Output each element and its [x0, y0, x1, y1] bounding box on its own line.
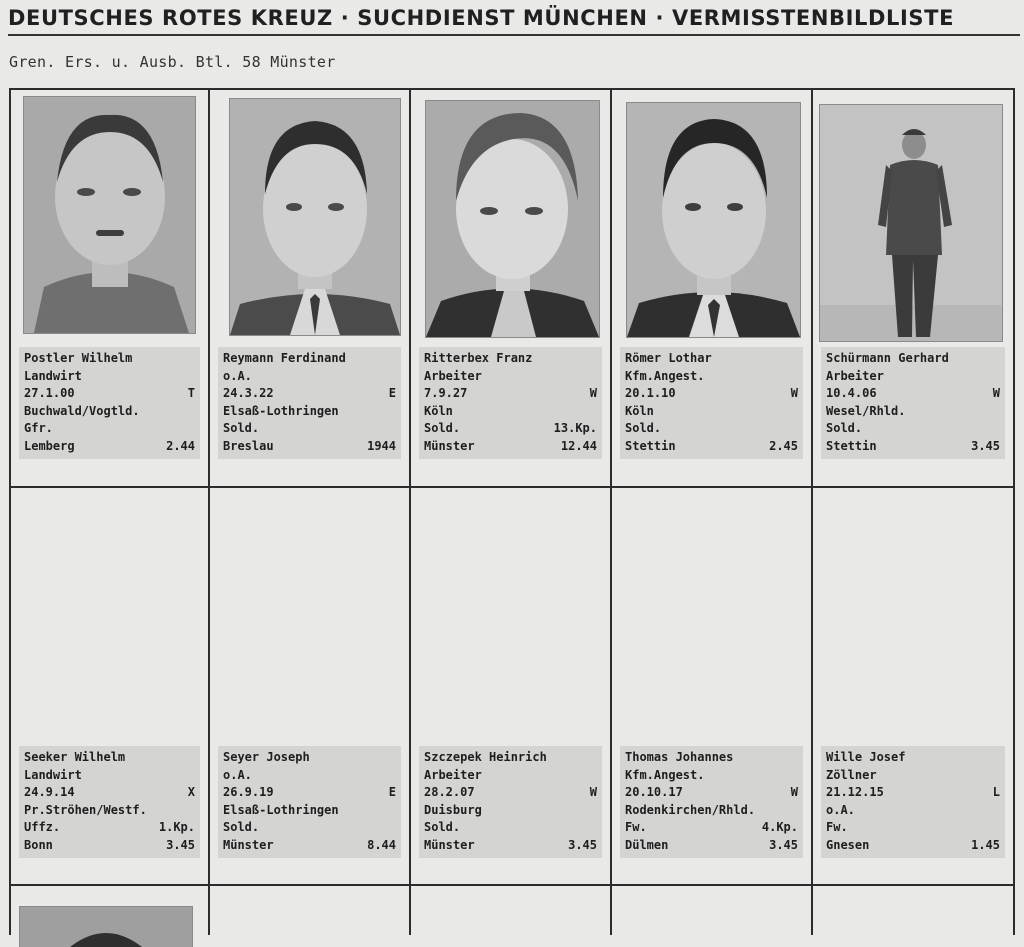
birth-date: 21.12.15: [826, 785, 884, 800]
person-occupation: Arbeiter: [424, 368, 482, 383]
person-occupation: Landwirt: [24, 368, 82, 383]
person-name: Szczepek Heinrich: [424, 750, 547, 764]
last-place: Münster: [424, 438, 475, 453]
person-occupation: o.A.: [223, 767, 252, 782]
person-occupation: Kfm.Angest.: [625, 767, 705, 782]
birthplace: Köln: [424, 403, 453, 418]
birthplace: Rodenkirchen/Rhld.: [625, 802, 756, 817]
person-occupation: Arbeiter: [826, 368, 884, 383]
birth-date: 24.3.22: [223, 386, 274, 401]
military-rank: Sold.: [625, 421, 662, 436]
unit-info: 13.Kp.: [553, 421, 597, 436]
person-record: [19, 746, 200, 858]
person-entry: [210, 488, 409, 884]
birthplace: o.A.: [826, 802, 855, 817]
portrait-photo: [626, 102, 801, 338]
person-occupation: o.A.: [223, 368, 252, 383]
person-entry: [813, 90, 1013, 486]
last-place: Stettin: [826, 438, 877, 453]
person-occupation: Arbeiter: [424, 767, 482, 782]
last-place: Lemberg: [24, 438, 75, 453]
birth-date: 28.2.07: [424, 785, 475, 800]
birth-date: 27.1.00: [24, 386, 75, 401]
last-date: 2.44: [166, 438, 195, 453]
person-entry: [813, 488, 1013, 884]
person-entry: [612, 90, 811, 486]
list-title: DEUTSCHES ROTES KREUZ · SUCHDIENST MÜNCHEN · VERMISSTENBILDLISTE: [8, 6, 1020, 36]
military-rank: Sold.: [826, 421, 863, 436]
birthplace: Elsaß-Lothringen: [223, 403, 339, 418]
military-rank: Uffz.: [24, 820, 61, 835]
last-place: Dülmen: [625, 837, 669, 852]
grid-line: [1013, 88, 1015, 935]
portrait-photo-icon: [820, 105, 1002, 341]
last-date: 1944: [367, 438, 396, 453]
last-date: 3.45: [166, 837, 195, 852]
military-rank: Fw.: [625, 820, 647, 835]
person-name: Reymann Ferdinand: [223, 351, 346, 365]
person-occupation: Landwirt: [24, 767, 82, 782]
person-entry: [210, 90, 409, 486]
last-date: 3.45: [769, 837, 798, 852]
denomination-code: W: [589, 386, 597, 401]
military-rank: Sold.: [223, 820, 260, 835]
denomination-code: X: [187, 785, 195, 800]
portrait-photo: [229, 98, 401, 336]
person-name: Ritterbex Franz: [424, 351, 533, 365]
last-place: Gnesen: [826, 837, 870, 852]
birthplace: Elsaß-Lothringen: [223, 802, 339, 817]
denomination-code: L: [992, 785, 1000, 800]
person-record: [821, 746, 1005, 858]
person-record: [218, 746, 401, 858]
person-record: [218, 347, 401, 459]
person-name: Wille Josef: [826, 750, 906, 764]
person-entry: [11, 886, 208, 935]
person-record: [620, 347, 803, 459]
birth-date: 7.9.27: [424, 386, 468, 401]
portrait-photo-icon: [24, 97, 195, 333]
birthplace: Buchwald/Vogtld.: [24, 403, 140, 418]
portrait-photo-icon: [426, 101, 599, 337]
portrait-photo: [23, 96, 196, 334]
unit-subtitle: Gren. Ers. u. Ausb. Btl. 58 Münster: [9, 53, 336, 71]
denomination-code: E: [388, 386, 396, 401]
person-record: [419, 347, 602, 459]
person-record: [419, 746, 602, 858]
person-record: [821, 347, 1005, 459]
birth-date: 20.10.17: [625, 785, 683, 800]
last-place: Stettin: [625, 438, 676, 453]
person-name: Schürmann Gerhard: [826, 351, 949, 365]
last-place: Breslau: [223, 438, 274, 453]
person-occupation: Kfm.Angest.: [625, 368, 705, 383]
portrait-photo: [425, 100, 600, 338]
person-name: Thomas Johannes: [625, 750, 734, 764]
person-entry: [411, 90, 610, 486]
birthplace: Wesel/Rhld.: [826, 403, 906, 418]
last-date: 2.45: [769, 438, 798, 453]
person-entry: [11, 488, 208, 884]
military-rank: Fw.: [826, 820, 848, 835]
last-date: 12.44: [560, 438, 597, 453]
birth-date: 24.9.14: [24, 785, 75, 800]
person-entry: [11, 90, 208, 486]
portrait-photo: [19, 906, 193, 947]
last-place: Bonn: [24, 837, 53, 852]
person-entry: [411, 488, 610, 884]
unit-info: 1.Kp.: [158, 820, 195, 835]
denomination-code: E: [388, 785, 396, 800]
person-record: [620, 746, 803, 858]
military-rank: Gfr.: [24, 421, 53, 436]
denomination-code: W: [589, 785, 597, 800]
denomination-code: W: [992, 386, 1000, 401]
last-place: Münster: [223, 837, 274, 852]
birthplace: Pr.Ströhen/Westf.: [24, 802, 147, 817]
birth-date: 20.1.10: [625, 386, 676, 401]
last-date: 3.45: [971, 438, 1000, 453]
last-date: 3.45: [568, 837, 597, 852]
portrait-photo: [819, 104, 1003, 342]
person-entry: [612, 488, 811, 884]
denomination-code: W: [790, 785, 798, 800]
last-date: 8.44: [367, 837, 396, 852]
last-date: 1.45: [971, 837, 1000, 852]
person-name: Postler Wilhelm: [24, 351, 133, 365]
military-rank: Sold.: [424, 820, 461, 835]
portrait-photo-icon: [627, 103, 800, 337]
denomination-code: T: [187, 386, 195, 401]
birthplace: Duisburg: [424, 802, 482, 817]
person-record: [19, 347, 200, 459]
birth-date: 26.9.19: [223, 785, 274, 800]
denomination-code: W: [790, 386, 798, 401]
military-rank: Sold.: [223, 421, 260, 436]
unit-info: 4.Kp.: [761, 820, 798, 835]
portrait-photo-icon: [20, 907, 192, 947]
military-rank: Sold.: [424, 421, 461, 436]
missing-persons-grid: [9, 88, 1015, 935]
person-name: Römer Lothar: [625, 351, 712, 365]
birthplace: Köln: [625, 403, 654, 418]
person-name: Seyer Joseph: [223, 750, 310, 764]
birth-date: 10.4.06: [826, 386, 877, 401]
person-name: Seeker Wilhelm: [24, 750, 126, 764]
portrait-photo-icon: [230, 99, 400, 335]
last-place: Münster: [424, 837, 475, 852]
person-occupation: Zöllner: [826, 767, 877, 782]
